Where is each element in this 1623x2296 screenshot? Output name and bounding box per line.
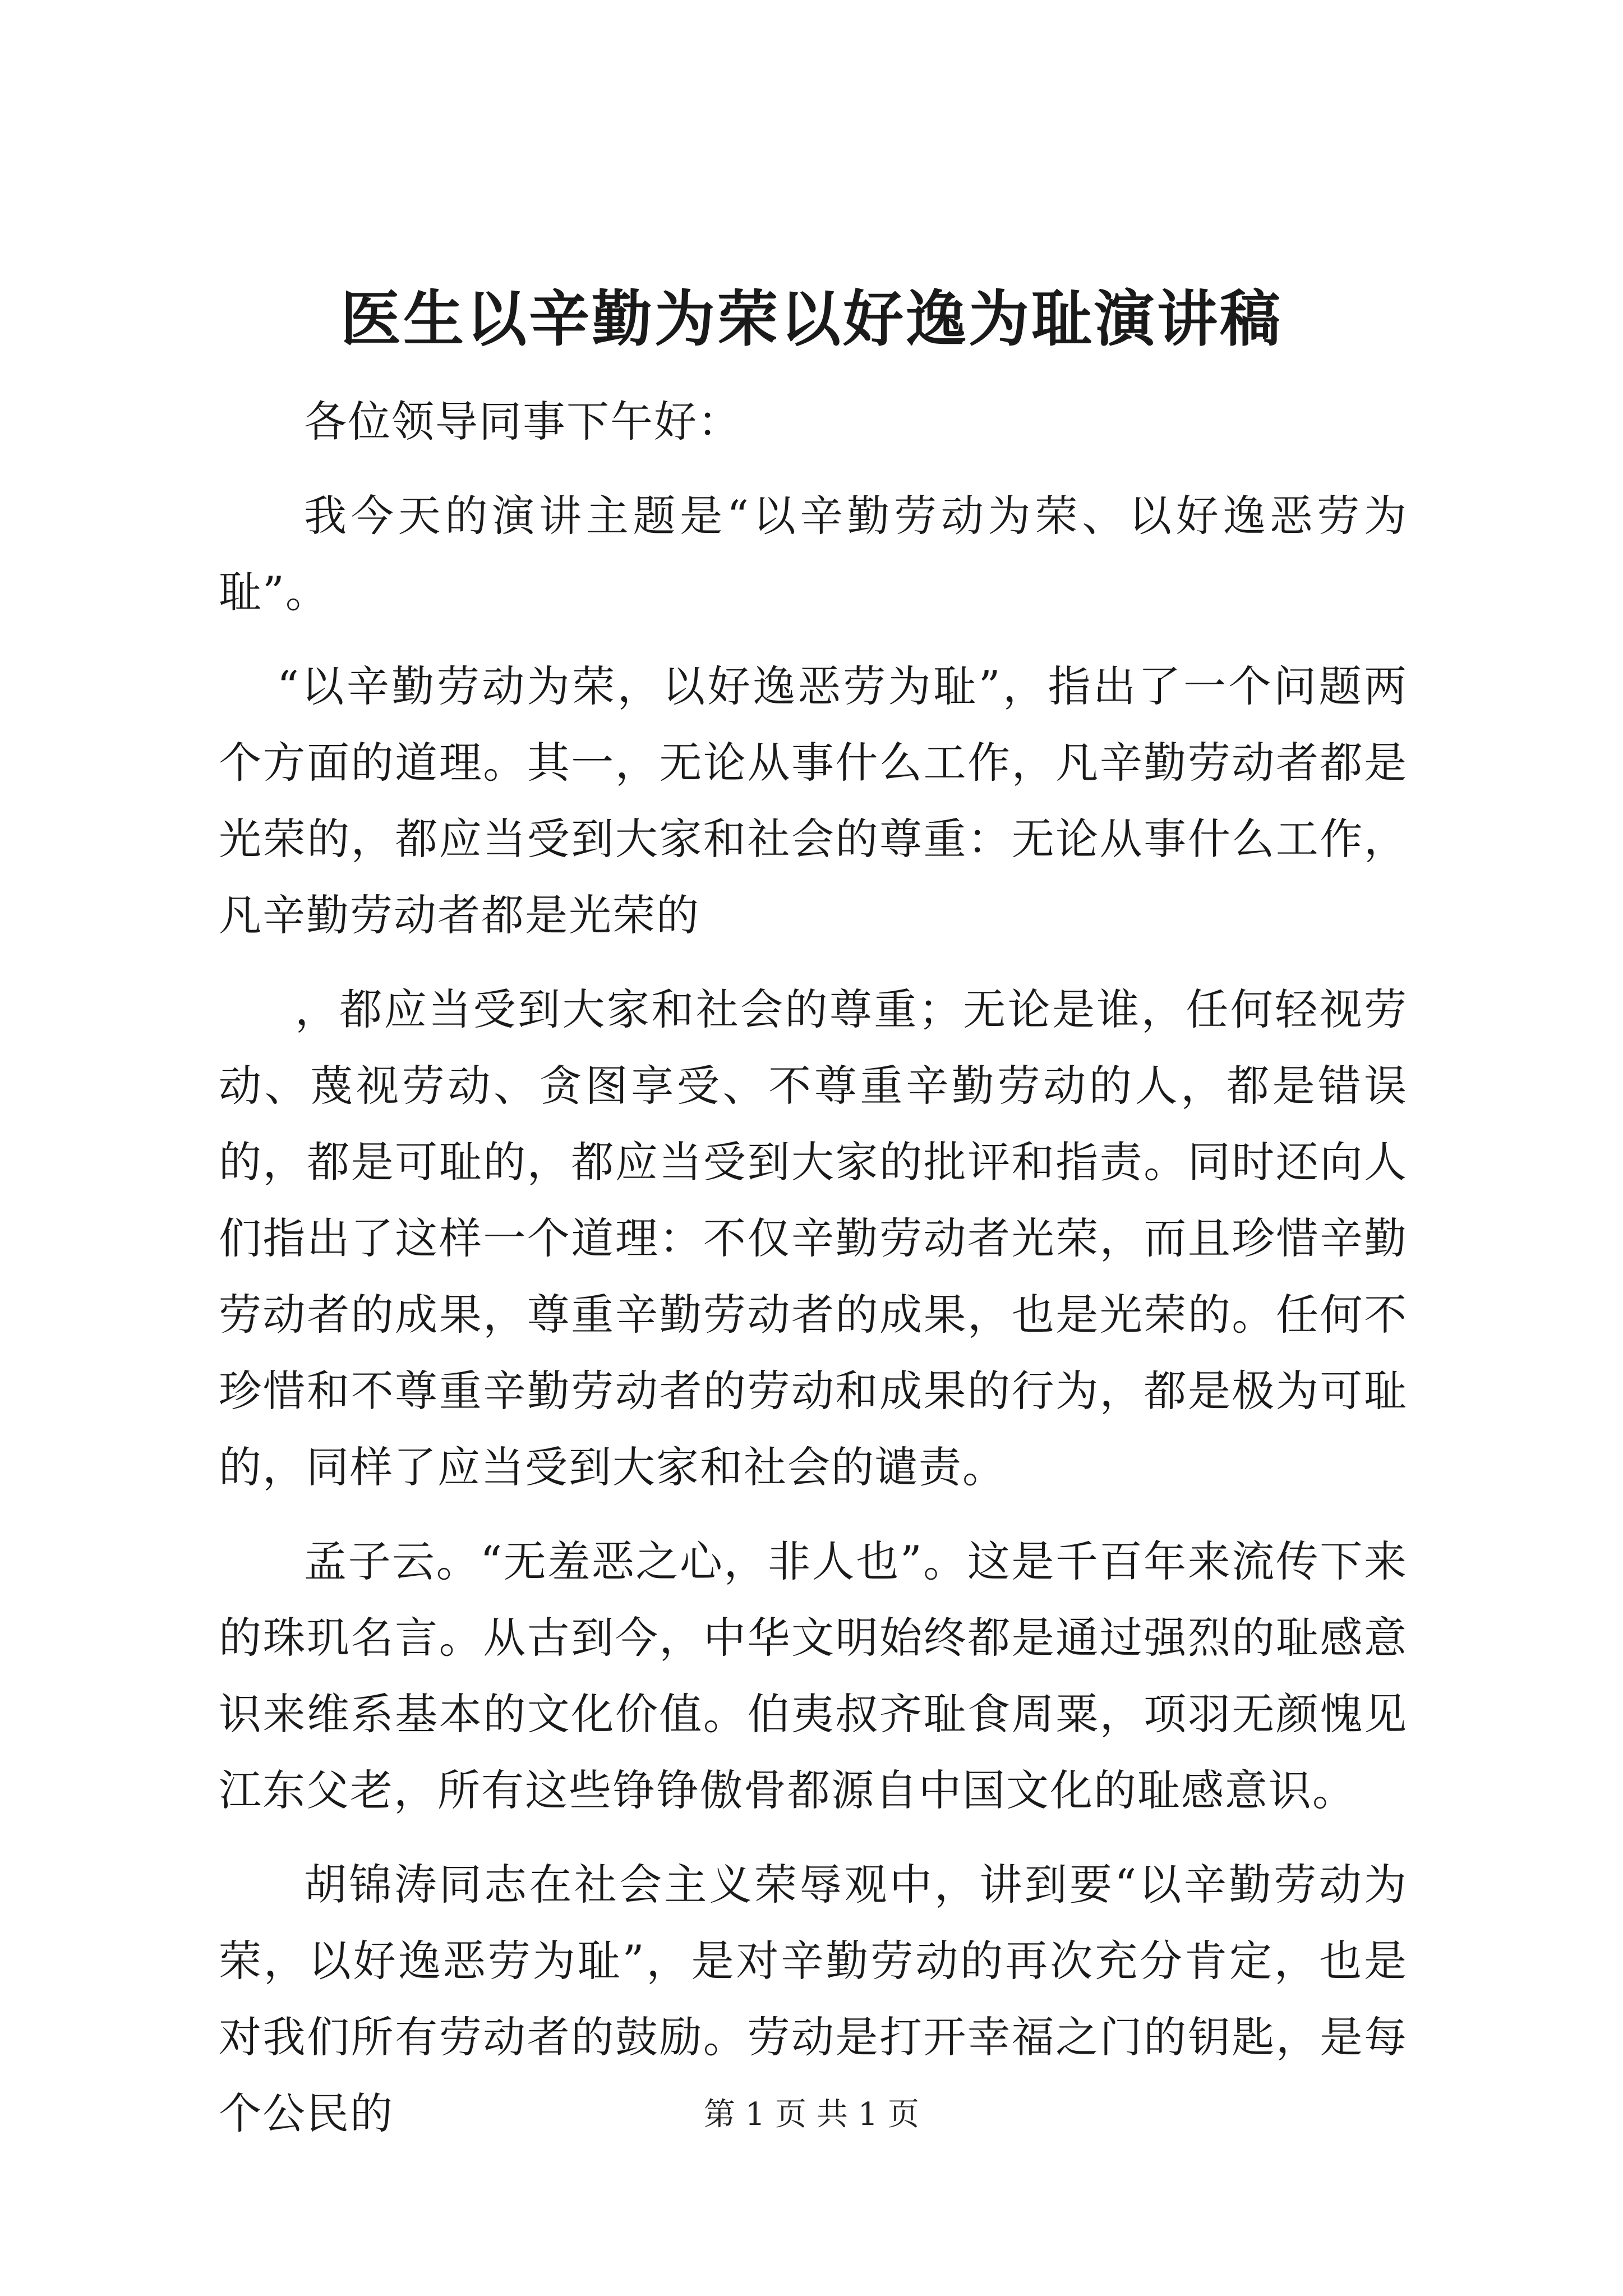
paragraph-greeting: 各位领导同事下午好： bbox=[304, 397, 741, 447]
paragraph-explanation: “以辛勤劳动为荣，以好逸恶劳为耻”，指出了一个问题两个方面的道理。其一，无论从事什么工作，凡辛勤劳动者都是光荣的，都应当受到大家和社会的尊重：无论从事什么工作，凡辛勤劳动者都是光荣的 bbox=[219, 661, 1408, 940]
paragraph-mencius: 孟子云。“无羞恶之心，非人也”。这是千百年来流传下来的珠玑名言。从古到今，中华文明始终都是通过强烈的耻感意识来维系基本的文化价值。伯夷叔齐耻食周粟，项羽无颜愧见江东父老，所有这些铮铮傲骨都源自中国文化的耻感意识。 bbox=[219, 1536, 1408, 1815]
paragraph-hu-jintao: 胡锦涛同志在社会主义荣辱观中，讲到要“以辛勤劳动为荣，以好逸恶劳为耻”，是对辛勤劳动的再次充分肯定，也是对我们所有劳动者的鼓励。劳动是打开幸福之门的钥匙，是每个公民的 bbox=[219, 1860, 1408, 2138]
page-footer: 第 1 页 共 1 页 bbox=[703, 2096, 920, 2133]
paragraph-topic: 我今天的演讲主题是“以辛勤劳动为荣、以好逸恶劳为耻”。 bbox=[219, 491, 1408, 617]
document-title: 医生以辛勤为荣以好逸为耻演讲稿 bbox=[340, 284, 1283, 355]
paragraph-continuation: ，都应当受到大家和社会的尊重；无论是谁，任何轻视劳动、蔑视劳动、贪图享受、不尊重辛勤劳动的人，都是错误的，都是可耻的，都应当受到大家的批评和指责。同时还向人们指出了这样一个道理：不仅辛勤劳动者光荣，而且珍惜辛勤劳动者的成果，尊重辛勤劳动者的成果，也是光荣的。任何不珍惜和不尊重辛勤劳动者的劳动和成果的行为，都是极为可耻的，同样了应当受到大家和社会的谴责。 bbox=[219, 984, 1408, 1492]
document-body bbox=[219, 384, 1408, 2152]
